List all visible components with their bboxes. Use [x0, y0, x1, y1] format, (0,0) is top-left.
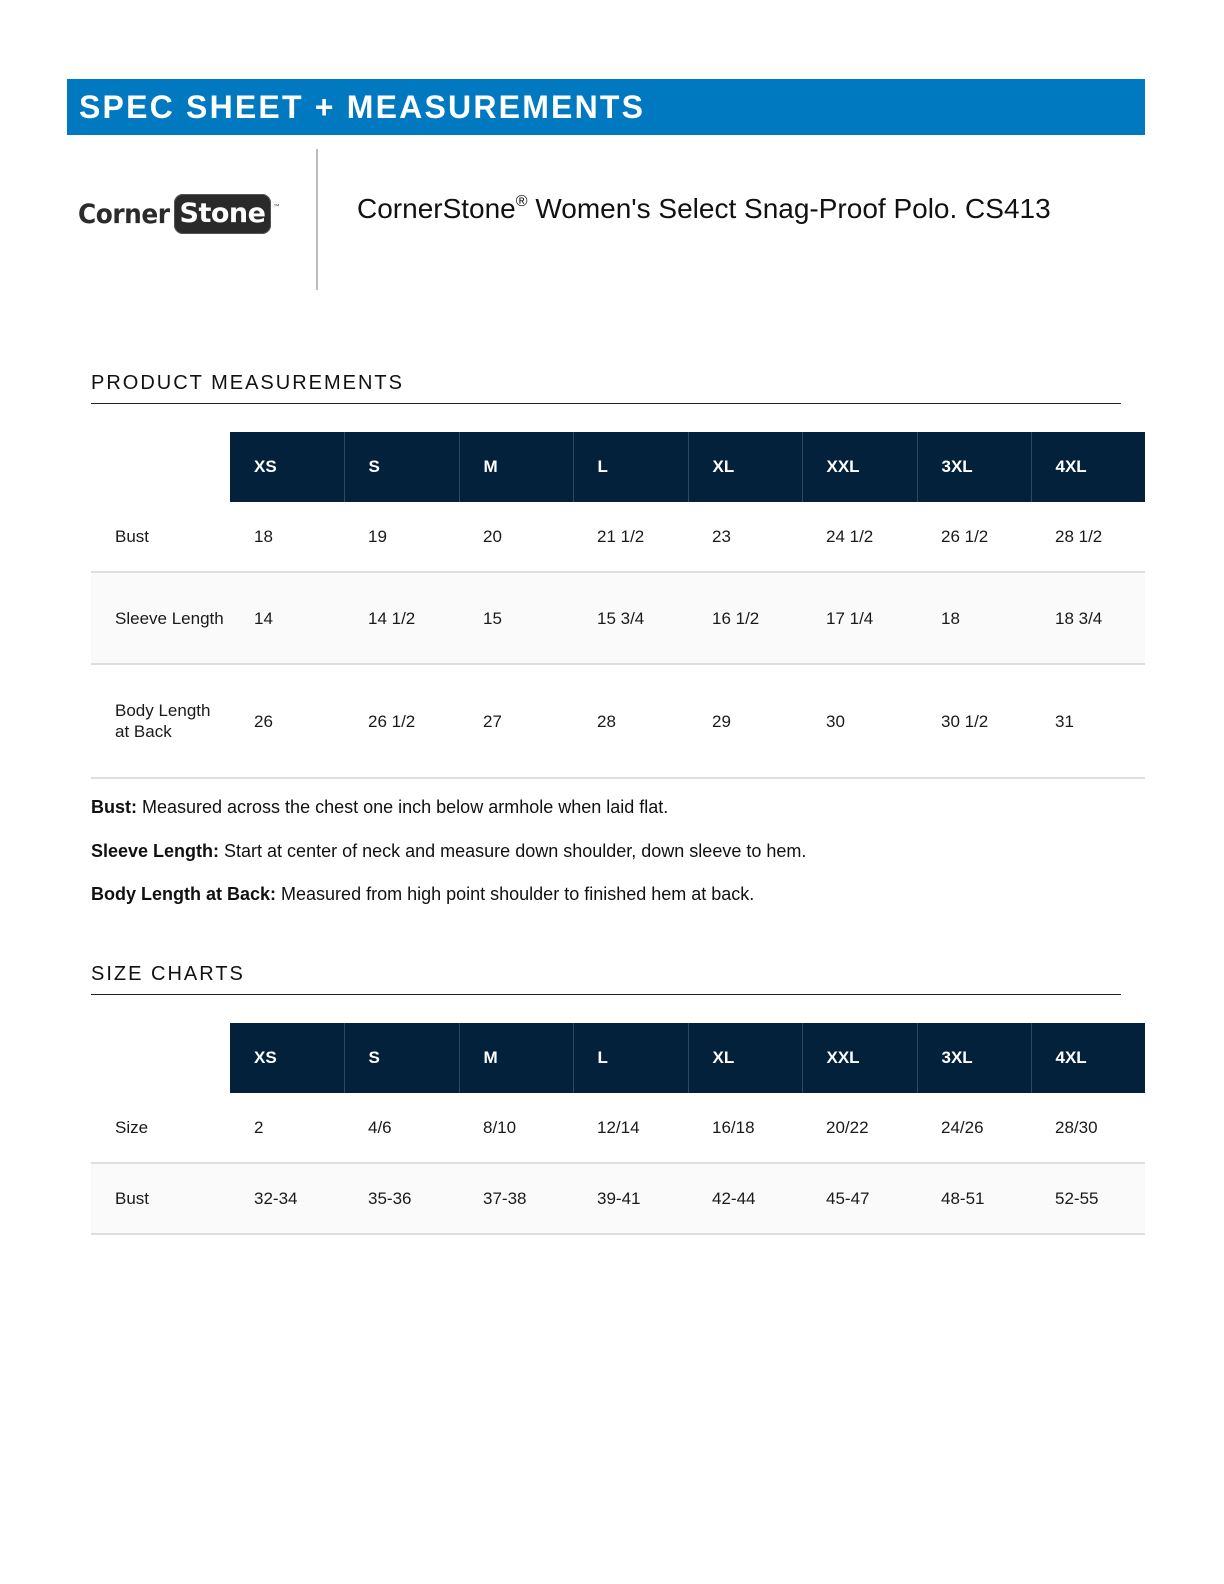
size-header: XL	[688, 1023, 802, 1093]
table-cell: 27	[459, 664, 573, 778]
size-header: XL	[688, 432, 802, 502]
product-title	[357, 193, 1051, 225]
table-cell: 4/6	[344, 1093, 459, 1163]
note-sleeve-length	[91, 841, 806, 862]
size-header: XXL	[802, 1023, 917, 1093]
table-cell: 48-51	[917, 1163, 1031, 1234]
product-name: Women's Select Snag-Proof Polo. CS413	[527, 193, 1051, 224]
table-cell: 18 3/4	[1031, 572, 1145, 664]
table-row	[91, 1163, 1145, 1234]
table-cell: 15 3/4	[573, 572, 688, 664]
table-row	[91, 502, 1145, 572]
table-cell: 12/14	[573, 1093, 688, 1163]
table-cell: 8/10	[459, 1093, 573, 1163]
note-text: Start at center of neck and measure down shoulder, down sleeve to hem.	[219, 841, 807, 861]
note-term: Bust:	[91, 797, 137, 817]
table-cell: 26 1/2	[344, 664, 459, 778]
table-cell: 15	[459, 572, 573, 664]
table-header-row	[91, 432, 1145, 502]
table-cell: 24/26	[917, 1093, 1031, 1163]
table-cell: 35-36	[344, 1163, 459, 1234]
table-cell: 20/22	[802, 1093, 917, 1163]
note-term: Body Length at Back:	[91, 884, 277, 904]
table-cell: 37-38	[459, 1163, 573, 1234]
table-cell: 20	[459, 502, 573, 572]
table-row	[91, 664, 1145, 778]
table-cell: 18	[917, 572, 1031, 664]
table-cell: 24 1/2	[802, 502, 917, 572]
table-cell: 14	[230, 572, 344, 664]
size-header: XS	[230, 432, 344, 502]
size-header: L	[573, 432, 688, 502]
note-term: Sleeve Length:	[91, 841, 220, 861]
table-cell: 19	[344, 502, 459, 572]
table-cell: 16/18	[688, 1093, 802, 1163]
row-label: Bust	[91, 502, 230, 572]
row-label: Size	[91, 1093, 230, 1163]
table-cell: 42-44	[688, 1163, 802, 1234]
table-cell: 14 1/2	[344, 572, 459, 664]
table-cell: 45-47	[802, 1163, 917, 1234]
size-header: 4XL	[1031, 432, 1145, 502]
size-charts-table	[91, 1023, 1145, 1235]
size-header: M	[459, 432, 573, 502]
table-cell: 30 1/2	[917, 664, 1031, 778]
table-cell: 31	[1031, 664, 1145, 778]
table-cell: 30	[802, 664, 917, 778]
table-cell: 28	[573, 664, 688, 778]
table-cell: 28 1/2	[1031, 502, 1145, 572]
table-cell: 29	[688, 664, 802, 778]
table-cell: 17 1/4	[802, 572, 917, 664]
note-text: Measured across the chest one inch below armhole when laid flat.	[137, 797, 669, 817]
note-bust	[91, 797, 668, 818]
table-cell: 16 1/2	[688, 572, 802, 664]
page-banner-title: SPEC SHEET + MEASUREMENTS	[67, 79, 1145, 135]
table-cell: 52-55	[1031, 1163, 1145, 1234]
size-header: 4XL	[1031, 1023, 1145, 1093]
table-cell: 23	[688, 502, 802, 572]
table-cell: 2	[230, 1093, 344, 1163]
table-cell: 26	[230, 664, 344, 778]
row-label: Sleeve Length	[91, 572, 230, 664]
cornerstone-logo	[78, 188, 278, 240]
logo-trademark: ™	[273, 204, 280, 210]
size-header: XXL	[802, 432, 917, 502]
product-measurements-heading: PRODUCT MEASUREMENTS	[91, 372, 1121, 404]
note-text: Measured from high point shoulder to finished hem at back.	[276, 884, 755, 904]
product-brand-name: CornerStone	[357, 193, 516, 224]
table-cell: 21 1/2	[573, 502, 688, 572]
table-header-row	[91, 1023, 1145, 1093]
table-cell: 28/30	[1031, 1093, 1145, 1163]
registered-mark: ®	[515, 192, 528, 210]
product-measurements-table	[91, 432, 1145, 779]
logo-text-stone: Stone	[174, 194, 272, 234]
size-charts-heading: SIZE CHARTS	[91, 963, 1121, 995]
table-row	[91, 1093, 1145, 1163]
table-header-blank	[91, 1023, 230, 1093]
size-header: M	[459, 1023, 573, 1093]
table-row	[91, 572, 1145, 664]
row-label: Bust	[91, 1163, 230, 1234]
table-cell: 18	[230, 502, 344, 572]
row-label: Body Length at Back	[91, 664, 230, 778]
size-header: 3XL	[917, 1023, 1031, 1093]
size-header: S	[344, 1023, 459, 1093]
size-header: L	[573, 1023, 688, 1093]
table-header-blank	[91, 432, 230, 502]
size-header: S	[344, 432, 459, 502]
table-cell: 39-41	[573, 1163, 688, 1234]
table-cell: 26 1/2	[917, 502, 1031, 572]
size-header: 3XL	[917, 432, 1031, 502]
size-header: XS	[230, 1023, 344, 1093]
table-cell: 32-34	[230, 1163, 344, 1234]
logo-text-corner: Corner	[78, 198, 170, 230]
note-body-length	[91, 884, 754, 905]
header-divider	[316, 149, 318, 290]
